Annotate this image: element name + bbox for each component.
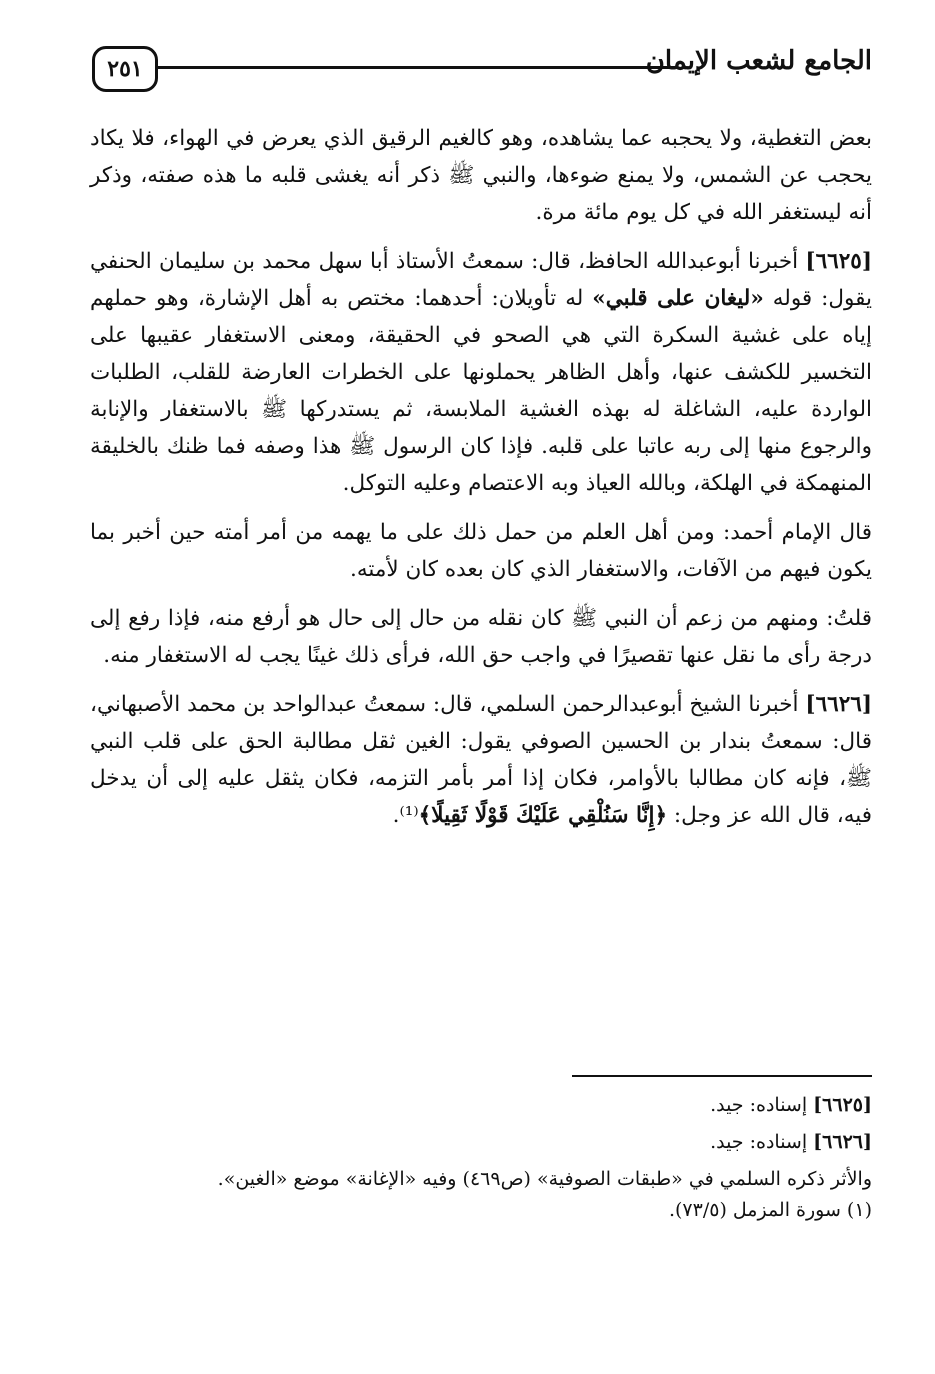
footnote-marker: ⁽¹⁾ — [399, 803, 419, 828]
footnote-ref: [٦٦٢٥] — [813, 1094, 872, 1116]
footnote-6625 — [90, 1090, 872, 1121]
quran-verse: ﴿إِنَّا سَنُلْقِي عَلَيْكَ قَوْلًا ثَقِيلًا﴾ — [418, 803, 668, 828]
paragraph-text: أخبرنا أبوعبدالله الحافظ، قال: سمعتُ الأستاذ أبا سهل محمد بن سليمان الحنفي يقول: قوله — [90, 249, 873, 311]
header-rule — [158, 66, 678, 69]
paragraph-6626 — [90, 686, 872, 834]
paragraph-6625 — [90, 243, 872, 502]
footnote-separator — [572, 1075, 872, 1077]
paragraph-text: أخبرنا الشيخ أبوعبدالرحمن السلمي، قال: سمعتُ عبدالواحد بن محمد الأصبهاني، قال: سمعتُ بندار بن الحسين الصوفي يقول: الغين ثقل مطالبة الحق على قلب النبي ﷺ، فإنه كان مطالبا بالأوامر، فكان إذا أمر بأمر التزمه، فكان يثقل عليه إلى أن يدخل فيه، قال الله عز وجل: — [90, 692, 872, 828]
footnote-1: (١) سورة المزمل (٧٣/٥). — [668, 1199, 872, 1221]
paragraph-imam-ahmad: قال الإمام أحمد: ومن أهل العلم من حمل ذلك على ما يهمه من أمر أمته حين أخبر بما يكون فيهم من الآفات، والاستغفار الذي كان بعده كان لأمته. — [90, 520, 872, 582]
book-title: الجامع لشعب الإيمان — [645, 46, 872, 76]
footnotes — [90, 1090, 872, 1232]
quoted-phrase: «ليغان على قلبي» — [592, 286, 764, 311]
footnote-ref: [٦٦٢٦] — [813, 1131, 872, 1153]
paragraph-text: له تأويلان: أحدهما: مختص به أهل الإشارة، وهو حملهم إياه على غشية السكرة التي هي الصحو في الحقيقة، ومعنى الاستغفار عقيبها على التخسير للكشف عنها، وأهل الظاهر يحملونها على الخطرات العارضة للقلب، الطلبات الواردة عليه، الشاغلة له بهذه الغشية الملابسة، ثم يستدركها ﷺ بالاستغفار والإنابة والرجوع منها إلى ربه عاتبا على قلبه. فإذا كان الرسول ﷺ هذا وصفه فما ظنك بالخليقة المنهمكة في الهلكة، وبالله العياذ وبه الاعتصام وعليه التوكل. — [90, 286, 872, 496]
page-number: ٢٥١ — [92, 46, 158, 92]
footnote-source: والأثر ذكره السلمي في «طبقات الصوفية» (ص٤٦٩) وفيه «الإغانة» موضع «الغين». — [217, 1168, 872, 1190]
hadith-number: [٦٦٢٥] — [805, 249, 872, 274]
footnote-text: إسناده: جيد. — [710, 1094, 814, 1116]
hadith-number: [٦٦٢٦] — [805, 692, 872, 717]
page-header — [92, 42, 872, 102]
main-text — [90, 120, 872, 846]
paragraph-qultu: قلتُ: ومنهم من زعم أن النبي ﷺ كان نقله من حال إلى حال هو أرفع منه، فإذا رفع إلى درجة رأى ما نقل عنها تقصيرًا في واجب حق الله، فرأى ذلك غينًا يجب له الاستغفار منه. — [90, 606, 872, 668]
footnote-6626 — [90, 1127, 872, 1158]
footnote-text: إسناده: جيد. — [710, 1131, 814, 1153]
paragraph-end: . — [392, 803, 400, 828]
paragraph-1: بعض التغطية، ولا يحجبه عما يشاهده، وهو كالغيم الرقيق الذي يعرض في الهواء، فلا يكاد يحجب عن الشمس، ولا يمنع ضوءها، والنبي ﷺ ذكر أنه يغشى قلبه ما هذه صفته، وذكر أنه ليستغفر الله في كل يوم مائة مرة. — [90, 126, 872, 225]
